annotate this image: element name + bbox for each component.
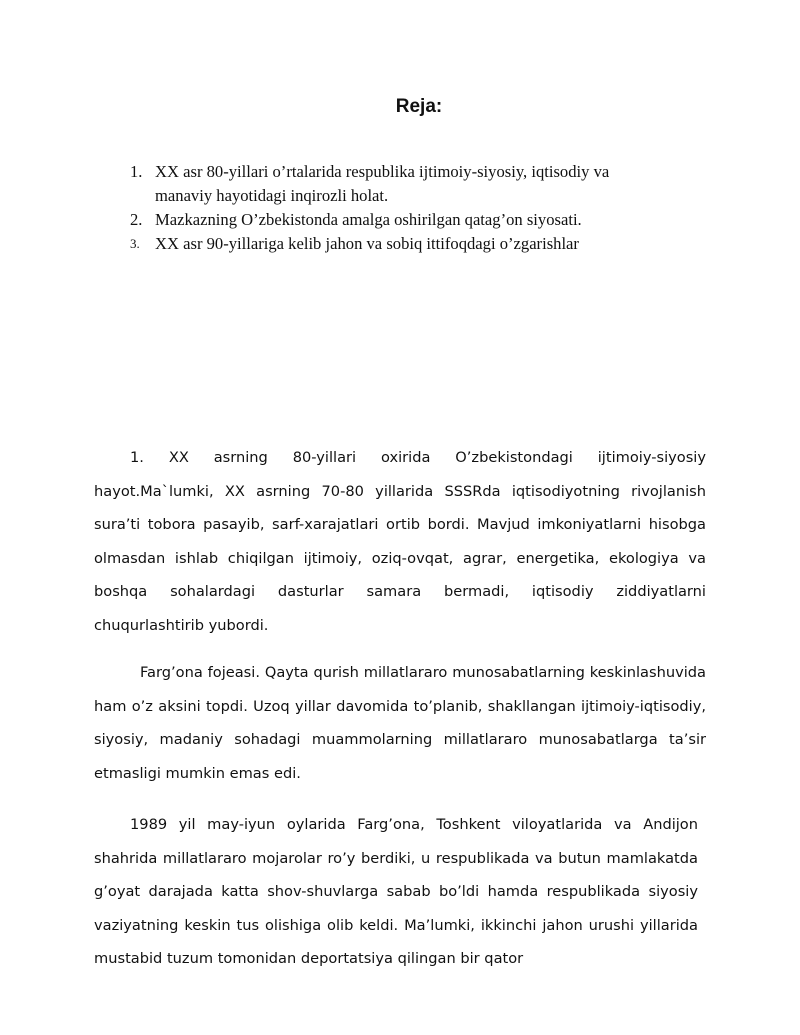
body-paragraph: 1. XX asrning 80-yillari oxirida O’zbekistondagi ijtimoiy-siyosiy hayot.Ma`lumki, XX asrning 70-80 yillarida SSSRda iqtisodiyotning rivojlanish sura’ti tobora pasayib, sarf-xarajatlari ortib bordi. Mavjud imkoniyatlarni hisobga olmasdan ishlab chiqilgan ijtimoiy, oziq-ovqat, agrar, energetika, ekologiya va boshqa sohalardagi dasturlar samara bermadi, iqtisodiy ziddiyatlarni chuqurlashtirib yubordi. bbox=[94, 449, 706, 634]
document-title: Reja: bbox=[395, 96, 443, 117]
plan-item-text: XX asr 80-yillari o’rtalarida respublika ijtimoiy-siyosiy, iqtisodiy va manaviy hayotidagi inqirozli holat. bbox=[155, 162, 610, 205]
body-paragraph: Farg’ona fojeasi. Qayta qurish millatlararo munosabatlarning keskinlashuvida ham o’z aksini topdi. Uzoq yillar davomida to’planib, shakllangan ijtimoiy-iqtisodiy, siyosiy, madaniy sohadagi muammolarning millatlararo munosabatlarga ta’sir etmasligi mumkin emas edi. bbox=[94, 664, 706, 782]
body-paragraph: 1989 yil may-iyun oylarida Farg’ona, Toshkent viloyatlarida va Andijon shahrida millatlararo mojarolar ro’y berdiki, u respublikada va butun mamlakatda g’oyat darajada katta shov-shuvlarga sabab bo’ldi hamda respublikada siyosiy vaziyatning keskin tus olishiga olib keldi. Ma’lumki, ikkinchi jahon urushi yillarida mustabid tuzum tomonidan deportatsiya qilingan bir qator bbox=[94, 816, 698, 967]
plan-item-number: 2. bbox=[130, 210, 143, 229]
plan-item-text: Mazkazning O’zbekistonda amalga oshirilgan qatag’on siyosati. bbox=[155, 210, 582, 229]
plan-item-number: 1. bbox=[130, 162, 143, 181]
plan-list bbox=[130, 160, 670, 256]
plan-item-text: XX asr 90-yillariga kelib jahon va sobiq ittifoqdagi o’zgarishlar bbox=[155, 234, 579, 253]
plan-item bbox=[130, 208, 670, 232]
plan-item bbox=[130, 160, 670, 208]
plan-item-number: 3. bbox=[130, 236, 140, 251]
plan-item bbox=[130, 232, 670, 256]
